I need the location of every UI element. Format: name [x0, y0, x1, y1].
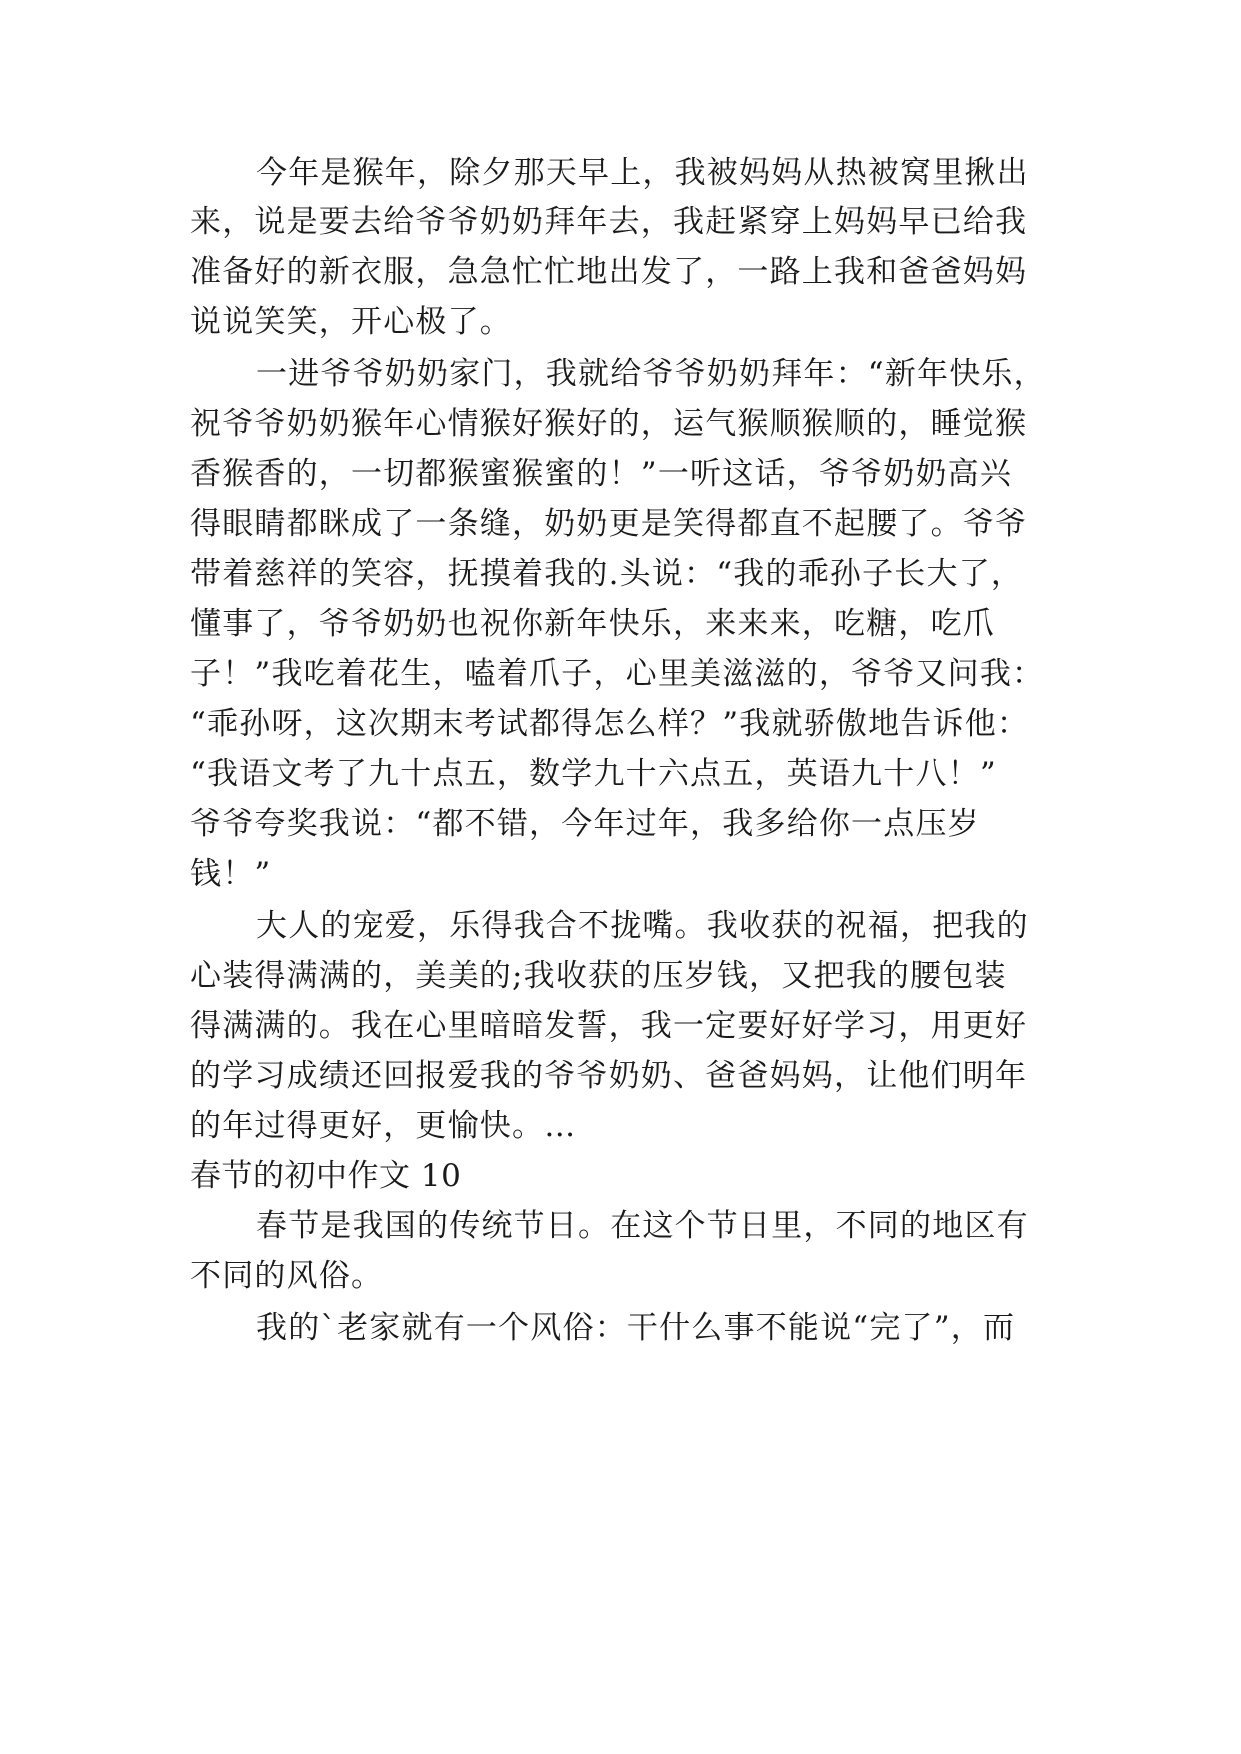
paragraph-line: 爷爷夸奖我说：“都不错，今年过年，我多给你一点压岁	[190, 806, 980, 842]
paragraph-line: 准备好的新衣服，急急忙忙地出发了，一路上我和爸爸妈妈	[190, 254, 1028, 290]
paragraph-line: 一进爷爷奶奶家门，我就给爷爷奶奶拜年：“新年快乐，	[256, 356, 1046, 392]
paragraph-line: 带着慈祥的笑容，抚摸着我的.头说：“我的乖孙子长大了，	[190, 556, 1024, 592]
paragraph-line: 心装得满满的，美美的;我收获的压岁钱，又把我的腰包装	[190, 958, 1007, 994]
paragraph-line: 祝爷爷奶奶猴年心情猴好猴好的，运气猴顺猴顺的，睡觉猴	[190, 406, 1028, 442]
paragraph-line: “我语文考了九十点五，数学九十六点五，英语九十八！”	[190, 756, 997, 792]
paragraph-line: 我的`老家就有一个风俗：干什么事不能说“完了”，而	[256, 1310, 1016, 1346]
paragraph-line: 得眼睛都眯成了一条缝，奶奶更是笑得都直不起腰了。爷爷	[190, 506, 1028, 542]
paragraph-line: 的年过得更好，更愉快。…	[190, 1108, 577, 1144]
paragraph-line: 钱！”	[190, 856, 272, 892]
paragraph-line: 春节是我国的传统节日。在这个节日里，不同的地区有	[256, 1208, 1029, 1244]
paragraph-line: 香猴香的，一切都猴蜜猴蜜的！”一听这话，爷爷奶奶高兴	[190, 456, 1013, 492]
paragraph-line: 的学习成绩还回报爱我的爷爷奶奶、爸爸妈妈，让他们明年	[190, 1058, 1028, 1094]
paragraph-line: 子！”我吃着花生，嗑着爪子，心里美滋滋的，爷爷又问我：	[190, 656, 1045, 692]
paragraph-line: 大人的宠爱，乐得我合不拢嘴。我收获的祝福，把我的	[256, 908, 1029, 944]
paragraph-line: 不同的风俗。	[190, 1258, 384, 1294]
paragraph-line: 来，说是要去给爷爷奶奶拜年去，我赶紧穿上妈妈早已给我	[190, 204, 1028, 240]
paragraph-line: 说说笑笑，开心极了。	[190, 304, 512, 340]
paragraph-line: “乖孙呀，这次期末考试都得怎么样？”我就骄傲地告诉他：	[190, 706, 1030, 742]
paragraph-line: 懂事了，爷爷奶奶也祝你新年快乐，来来来，吃糖，吃爪	[190, 606, 995, 642]
paragraph-line: 今年是猴年，除夕那天早上，我被妈妈从热被窝里揪出	[256, 155, 1029, 191]
section-heading: 春节的初中作文 10	[190, 1158, 462, 1194]
paragraph-line: 得满满的。我在心里暗暗发誓，我一定要好好学习，用更好	[190, 1008, 1028, 1044]
